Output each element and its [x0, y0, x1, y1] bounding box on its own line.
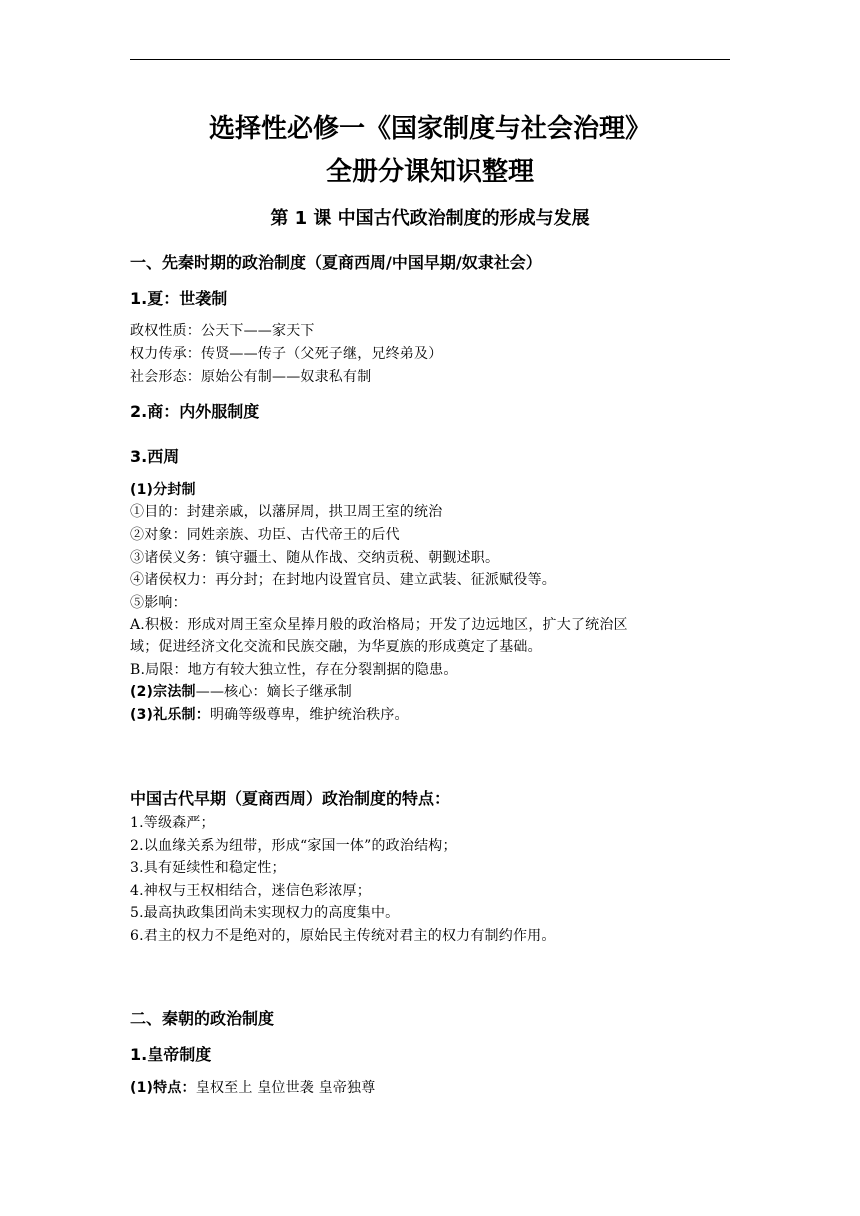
subsection-heading: 2.商：内外服制度 [130, 402, 260, 421]
liyue-text: 明确等级尊卑，维护统治秩序。 [209, 707, 409, 723]
body-line: ①目的：封建亲戚，以藩屏周，拱卫周王室的统治 [130, 504, 443, 520]
body-line: ⑤影响： [130, 595, 187, 611]
liyue-line [130, 706, 409, 724]
body-line: ②对象：同姓亲族、功臣、古代帝王的后代 [130, 527, 400, 543]
list-item: 1.等级森严； [130, 815, 215, 831]
document-title: 选择性必修一《国家制度与社会治理》 [208, 114, 651, 144]
document-subtitle: 全册分课知识整理 [325, 157, 534, 187]
header-rule [130, 59, 730, 60]
lesson-title: 第 1 课 中国古代政治制度的形成与发展 [270, 208, 590, 229]
body-line: 域；促进经济文化交流和民族交融，为华夏族的形成奠定了基础。 [130, 639, 542, 655]
liyue-label: (3)礼乐制： [130, 707, 210, 723]
body-line: A.积极：形成对周王室众星捧月般的政治格局；开发了边远地区，扩大了统治区 [130, 617, 628, 633]
subsection-heading: 1.夏：世袭制 [130, 289, 228, 308]
body-line: 社会形态：原始公有制——奴隶私有制 [130, 369, 372, 385]
feature-text: 皇权至上 皇位世袭 皇帝独尊 [195, 1080, 376, 1096]
zongfa-line [130, 683, 352, 701]
body-line: 政权性质：公天下——家天下 [130, 323, 315, 339]
section-heading: 一、先秦时期的政治制度（夏商西周/中国早期/奴隶社会） [130, 253, 542, 272]
section-heading: 二、秦朝的政治制度 [130, 1009, 275, 1028]
zongfa-label: (2)宗法制 [130, 684, 196, 700]
zongfa-text: ——核心：嫡长子继承制 [195, 684, 352, 700]
subsection-heading: 1.皇帝制度 [130, 1045, 212, 1064]
list-item: 4.神权与王权相结合，迷信色彩浓厚； [130, 883, 371, 899]
features-heading: 中国古代早期（夏商西周）政治制度的特点： [130, 789, 451, 808]
list-item: 6.君主的权力不是绝对的，原始民主传统对君主的权力有制约作用。 [130, 928, 556, 944]
fenfeng-label: (1)分封制 [130, 482, 196, 498]
list-item: 3.具有延续性和稳定性； [130, 860, 286, 876]
body-line: ④诸侯权力：再分封；在封地内设置官员、建立武装、征派赋役等。 [130, 572, 556, 588]
list-item: 2.以血缘关系为纽带，形成“家国一体”的政治结构； [130, 838, 457, 854]
feature-line [130, 1079, 375, 1097]
subsection-heading: 3.西周 [130, 447, 180, 466]
body-line: B.局限：地方有较大独立性，存在分裂割据的隐患。 [130, 662, 458, 678]
list-item: 5.最高执政集团尚未实现权力的高度集中。 [130, 905, 400, 921]
item-label [130, 481, 196, 499]
body-line: ③诸侯义务：镇守疆土、随从作战、交纳贡税、朝觐述职。 [130, 550, 500, 566]
feature-label: (1)特点： [130, 1080, 196, 1096]
body-line: 权力传承：传贤——传子（父死子继，兄终弟及） [130, 346, 443, 362]
